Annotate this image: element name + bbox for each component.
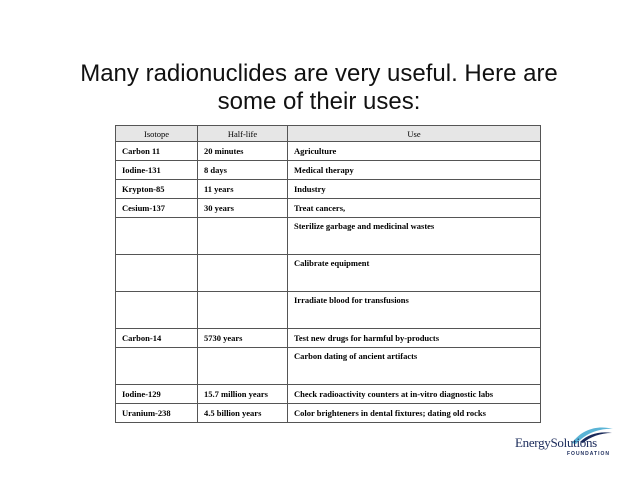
cell-isotope: Uranium-238 [116,404,198,423]
table-row [116,292,541,329]
cell-half-life: 20 minutes [198,142,288,161]
radionuclide-uses-table [115,125,541,423]
cell-use: Medical therapy [288,161,541,180]
cell-half-life [198,218,288,255]
table-row [116,161,541,180]
cell-isotope: Iodine-131 [116,161,198,180]
cell-use: Test new drugs for harmful by-products [288,329,541,348]
cell-use: Sterilize garbage and medicinal wastes [288,218,541,255]
slide-title-line-1: Many radionuclides are very useful. Here are [80,60,558,87]
cell-use: Check radioactivity counters at in-vitro diagnostic labs [288,385,541,404]
cell-isotope: Krypton-85 [116,180,198,199]
table-row [116,199,541,218]
cell-half-life [198,292,288,329]
cell-use: Color brighteners in dental fixtures; dating old rocks [288,404,541,423]
table-row [116,385,541,404]
header-isotope: Isotope [116,126,198,142]
cell-use: Industry [288,180,541,199]
table-row [116,218,541,255]
table-header-row [116,126,541,142]
table-row [116,255,541,292]
cell-use: Agriculture [288,142,541,161]
cell-use: Irradiate blood for transfusions [288,292,541,329]
table-row [116,180,541,199]
cell-isotope: Cesium-137 [116,199,198,218]
cell-use: Treat cancers, [288,199,541,218]
header-half-life: Half-life [198,126,288,142]
cell-half-life: 30 years [198,199,288,218]
cell-isotope [116,292,198,329]
logo-sub-text: FOUNDATION [567,451,610,457]
cell-isotope [116,348,198,385]
slide-title [60,60,578,116]
energysolutions-foundation-logo [515,425,615,465]
cell-isotope: Carbon 11 [116,142,198,161]
cell-isotope: Iodine-129 [116,385,198,404]
cell-isotope [116,218,198,255]
cell-half-life: 11 years [198,180,288,199]
table-row [116,142,541,161]
table-row [116,348,541,385]
cell-use: Carbon dating of ancient artifacts [288,348,541,385]
slide-title-line-2: some of their uses: [217,88,421,115]
cell-isotope [116,255,198,292]
cell-use: Calibrate equipment [288,255,541,292]
cell-half-life [198,255,288,292]
header-use: Use [288,126,541,142]
cell-half-life: 8 days [198,161,288,180]
cell-isotope: Carbon-14 [116,329,198,348]
table-row [116,329,541,348]
cell-half-life: 4.5 billion years [198,404,288,423]
cell-half-life: 15.7 million years [198,385,288,404]
logo-brand-text: EnergySolutions [515,435,597,450]
cell-half-life [198,348,288,385]
table-row [116,404,541,423]
cell-half-life: 5730 years [198,329,288,348]
